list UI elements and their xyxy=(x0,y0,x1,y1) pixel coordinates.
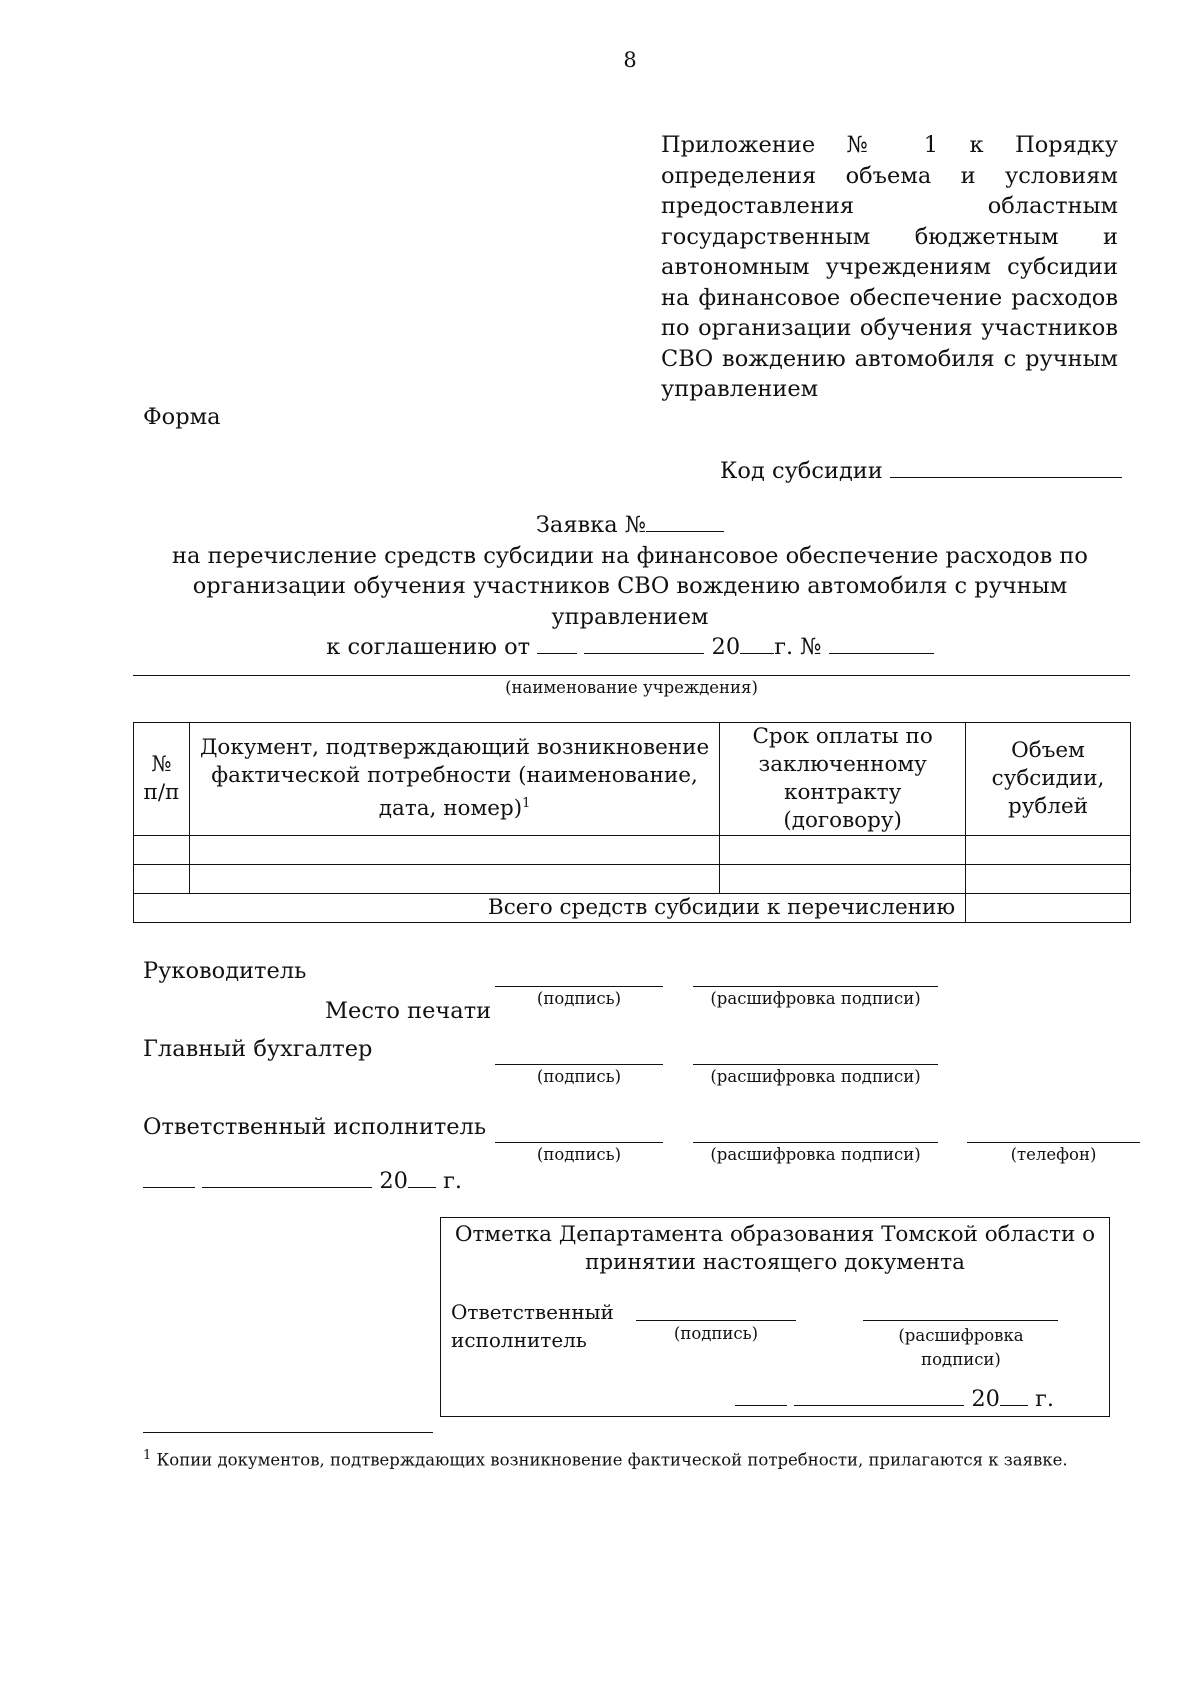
request-number-field[interactable] xyxy=(646,513,724,532)
head-label: Руководитель xyxy=(143,958,307,984)
col-header-amount: Объем субсидии, рублей xyxy=(966,723,1131,836)
executor-decoding-caption: (расшифровка подписи) xyxy=(710,1145,921,1164)
subsidy-code-field[interactable] xyxy=(890,459,1122,478)
table-row xyxy=(134,865,1131,894)
agreement-year-field[interactable] xyxy=(740,635,774,654)
executor-phone-field[interactable] xyxy=(967,1142,1140,1143)
date-day-field[interactable] xyxy=(143,1169,195,1188)
acceptance-decoding-caption: (расшифровка подписи) xyxy=(898,1326,1024,1369)
institution-caption: (наименование учреждения) xyxy=(505,678,758,697)
subsidy-code-label: Код субсидии xyxy=(720,458,883,484)
page-number: 8 xyxy=(623,48,637,72)
agreement-month-field[interactable] xyxy=(584,635,704,654)
subsidy-code-line xyxy=(720,458,1122,484)
appendix-reference: Приложение № 1 к Порядку определения объема и условиям предоставления областным государственным бюджетным и автономным учреждениям субсидии на финансовое обеспечение расходов по организации обучения участников СВО вождению автомобиля с ручным управлением xyxy=(661,132,1118,402)
acceptance-executor-label: Ответственный исполнитель xyxy=(451,1300,614,1352)
acceptance-date-year-prefix: 20 xyxy=(971,1386,1000,1412)
form-label: Форма xyxy=(143,404,221,430)
acceptance-date-line xyxy=(735,1386,1054,1412)
agreement-label: к соглашению от xyxy=(326,634,531,660)
total-label: Всего средств субсидии к перечислению xyxy=(134,894,966,923)
head-signature-field[interactable] xyxy=(495,986,663,987)
request-title-block xyxy=(120,510,1140,663)
accountant-decoding-field[interactable] xyxy=(693,1064,938,1065)
acceptance-date-month-field[interactable] xyxy=(794,1387,964,1406)
subsidy-table xyxy=(133,722,1131,923)
accountant-signature-field[interactable] xyxy=(495,1064,663,1065)
department-acceptance-box xyxy=(440,1217,1110,1417)
table-header-row xyxy=(134,723,1131,836)
accountant-signature-caption: (подпись) xyxy=(536,1067,622,1086)
acceptance-decoding-field[interactable] xyxy=(863,1320,1058,1321)
request-title-line xyxy=(120,510,1140,541)
footnote xyxy=(143,1448,1068,1470)
executor-signature-field[interactable] xyxy=(495,1142,663,1143)
table-cell[interactable] xyxy=(134,865,190,894)
acceptance-signature-caption: (подпись) xyxy=(673,1324,759,1343)
agreement-year-prefix: 20 xyxy=(711,634,741,660)
date-line xyxy=(143,1168,462,1194)
head-decoding-caption: (расшифровка подписи) xyxy=(710,989,921,1008)
agreement-number-field[interactable] xyxy=(829,635,934,654)
date-year-suffix: г. xyxy=(443,1168,463,1194)
footnote-text: Копии документов, подтверждающих возникновение фактической потребности, прилагаются к заявке. xyxy=(156,1450,1068,1470)
acceptance-box-title: Отметка Департамента образования Томской области о принятии настоящего документа xyxy=(454,1222,1096,1275)
table-cell[interactable] xyxy=(966,865,1131,894)
table-cell[interactable] xyxy=(189,865,719,894)
date-year-prefix: 20 xyxy=(379,1168,408,1194)
date-month-field[interactable] xyxy=(202,1169,372,1188)
table-row xyxy=(134,836,1131,865)
executor-phone-caption: (телефон) xyxy=(1010,1145,1097,1164)
col-header-document xyxy=(189,723,719,836)
head-decoding-field[interactable] xyxy=(693,986,938,987)
table-total-row xyxy=(134,894,1131,923)
acceptance-signature-field[interactable] xyxy=(636,1320,796,1321)
institution-name-field[interactable] xyxy=(133,675,1130,676)
acceptance-date-day-field[interactable] xyxy=(735,1387,787,1406)
footnote-separator xyxy=(143,1432,433,1433)
col-header-num: № п/п xyxy=(134,723,190,836)
date-year-field[interactable] xyxy=(408,1169,436,1188)
accountant-decoding-caption: (расшифровка подписи) xyxy=(710,1067,921,1086)
agreement-day-field[interactable] xyxy=(537,635,577,654)
table-cell[interactable] xyxy=(720,836,966,865)
request-subtitle-1: на перечисление средств субсидии на финансовое обеспечение расходов по xyxy=(172,542,1088,569)
acceptance-date-year-field[interactable] xyxy=(1000,1387,1028,1406)
col-header-document-text: Документ, подтверждающий возникновение фактической потребности (наименование, дата, номер) xyxy=(199,735,710,822)
acceptance-date-year-suffix: г. xyxy=(1035,1386,1055,1412)
table-cell[interactable] xyxy=(134,836,190,865)
footnote-ref: 1 xyxy=(522,796,531,812)
agreement-year-suffix: г. № xyxy=(774,634,822,660)
agreement-line xyxy=(120,632,1140,663)
request-subtitle-2: организации обучения участников СВО вождению автомобиля с ручным управлением xyxy=(192,573,1068,630)
seal-place-label: Место печати xyxy=(325,998,492,1024)
executor-label: Ответственный исполнитель xyxy=(143,1114,487,1140)
executor-signature-caption: (подпись) xyxy=(536,1145,622,1164)
col-header-payment-term: Срок оплаты по заключенному контракту (договору) xyxy=(720,723,966,836)
request-title: Заявка № xyxy=(535,512,647,538)
executor-decoding-field[interactable] xyxy=(693,1142,938,1143)
table-cell[interactable] xyxy=(189,836,719,865)
footnote-mark: 1 xyxy=(143,1448,152,1463)
chief-accountant-label: Главный бухгалтер xyxy=(143,1036,373,1062)
table-cell[interactable] xyxy=(966,836,1131,865)
table-cell[interactable] xyxy=(720,865,966,894)
total-amount-cell[interactable] xyxy=(966,894,1131,923)
head-signature-caption: (подпись) xyxy=(536,989,622,1008)
